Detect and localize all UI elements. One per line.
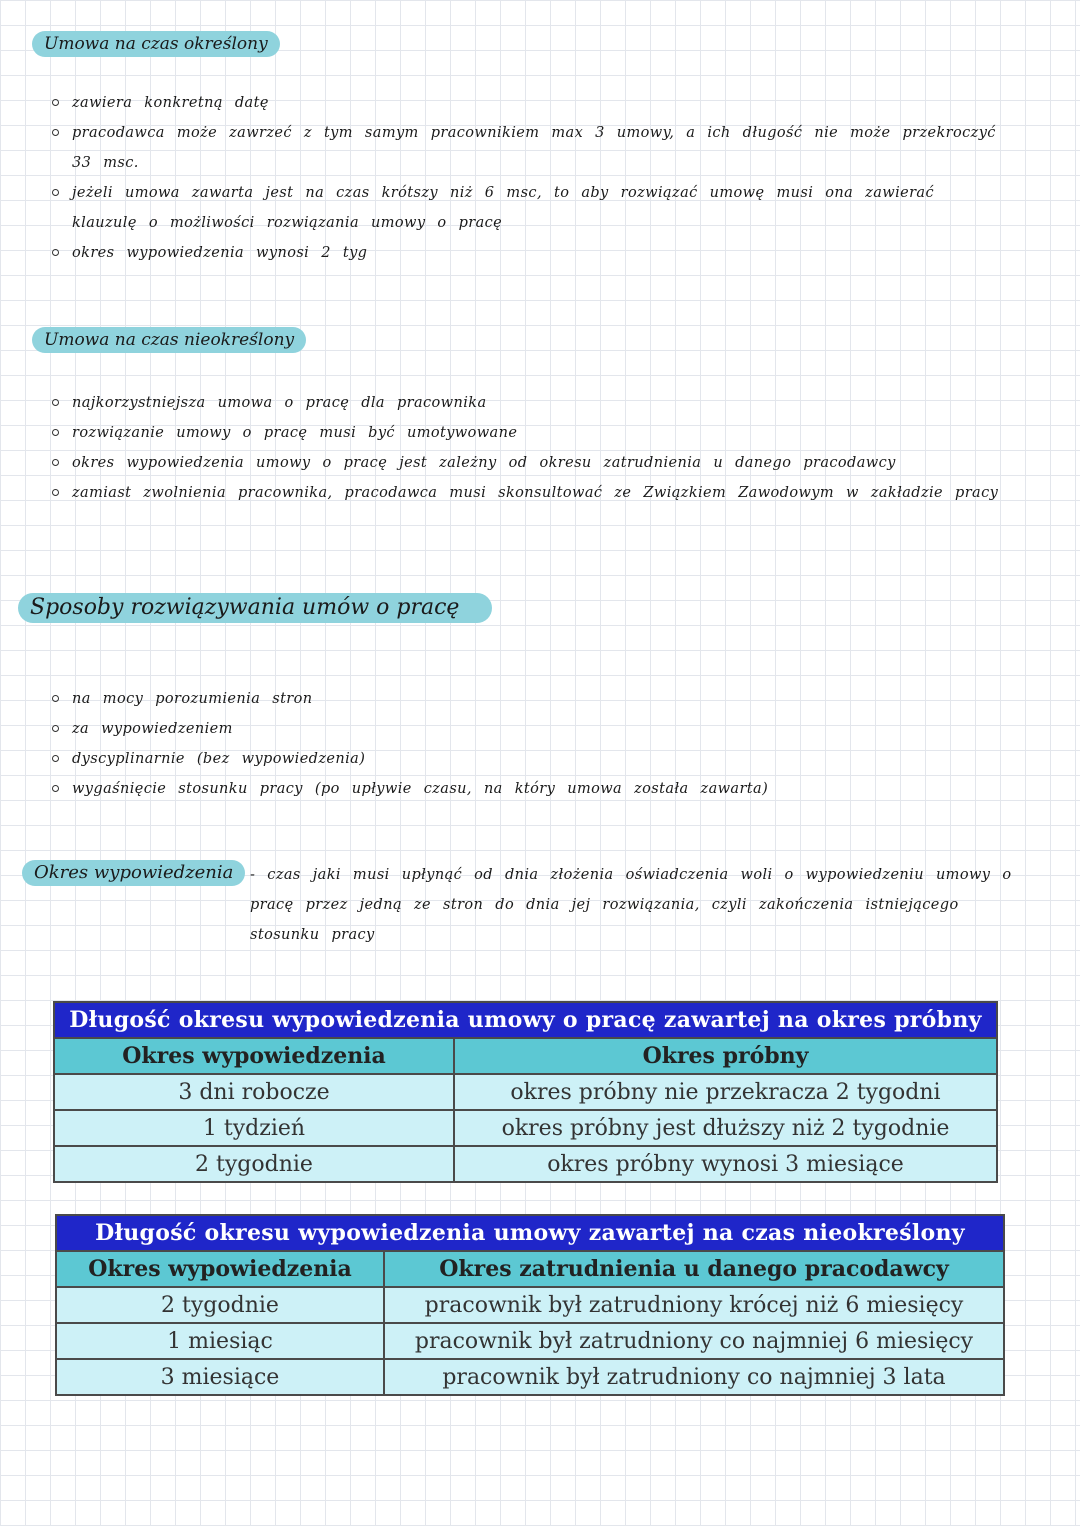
section-heading-termination-methods: Sposoby rozwiązywania umów o pracę xyxy=(18,593,492,623)
probation-notice-table xyxy=(53,1001,998,1183)
table-row xyxy=(56,1287,1004,1323)
list-item: na mocy porozumienia stron xyxy=(50,684,1010,714)
table-title: Długość okresu wypowiedzenia umowy zawartej na czas nieokreślony xyxy=(56,1215,1004,1251)
table-row xyxy=(54,1074,997,1110)
fixed-term-bullet-list xyxy=(50,88,1010,268)
table-cell: okres próbny nie przekracza 2 tygodni xyxy=(454,1074,997,1110)
indefinite-notice-table xyxy=(55,1214,1005,1396)
list-item: zamiast zwolnienia pracownika, pracodawca musi skonsultować ze Związkiem Zawodowym w zakładzie pracy xyxy=(50,478,1040,508)
column-header: Okres wypowiedzenia xyxy=(56,1251,384,1287)
table-cell: okres próbny wynosi 3 miesiące xyxy=(454,1146,997,1182)
table-row xyxy=(54,1110,997,1146)
list-item: pracodawca może zawrzeć z tym samym pracownikiem max 3 umowy, a ich długość nie może przekroczyć 33 msc. xyxy=(50,118,1010,178)
table-title: Długość okresu wypowiedzenia umowy o pracę zawartej na okres próbny xyxy=(54,1002,997,1038)
table-cell: 3 miesiące xyxy=(56,1359,384,1395)
list-item: wygaśnięcie stosunku pracy (po upływie czasu, na który umowa została zawarta) xyxy=(50,774,1010,804)
table-row xyxy=(54,1146,997,1182)
list-item: jeżeli umowa zawarta jest na czas krótszy niż 6 msc, to aby rozwiązać umowę musi ona zawierać klauzulę o możliwości rozwiązania umowy o pracę xyxy=(50,178,1010,238)
section-heading-indefinite: Umowa na czas nieokreślony xyxy=(32,327,306,353)
list-item: okres wypowiedzenia umowy o pracę jest zależny od okresu zatrudnienia u danego pracodawcy xyxy=(50,448,1040,478)
list-item: zawiera konkretną datę xyxy=(50,88,1010,118)
table-row xyxy=(56,1359,1004,1395)
column-header: Okres próbny xyxy=(454,1038,997,1074)
indefinite-bullet-list xyxy=(50,388,1040,508)
list-item: dyscyplinarnie (bez wypowiedzenia) xyxy=(50,744,1010,774)
table-cell: 2 tygodnie xyxy=(54,1146,454,1182)
table-cell: pracownik był zatrudniony co najmniej 3 lata xyxy=(384,1359,1004,1395)
table-cell: 1 miesiąc xyxy=(56,1323,384,1359)
list-item: najkorzystniejsza umowa o pracę dla pracownika xyxy=(50,388,1040,418)
table-cell: okres próbny jest dłuższy niż 2 tygodnie xyxy=(454,1110,997,1146)
list-item: za wypowiedzeniem xyxy=(50,714,1010,744)
table-cell: pracownik był zatrudniony krócej niż 6 miesięcy xyxy=(384,1287,1004,1323)
table-cell: 3 dni robocze xyxy=(54,1074,454,1110)
table-cell: 2 tygodnie xyxy=(56,1287,384,1323)
list-item: rozwiązanie umowy o pracę musi być umotywowane xyxy=(50,418,1040,448)
column-header: Okres zatrudnienia u danego pracodawcy xyxy=(384,1251,1004,1287)
table-cell: 1 tydzień xyxy=(54,1110,454,1146)
table-cell: pracownik był zatrudniony co najmniej 6 miesięcy xyxy=(384,1323,1004,1359)
notice-period-definition: - czas jaki musi upłynąć od dnia złożenia oświadczenia woli o wypowiedzeniu umowy o pracę przez jedną ze stron do dnia jej rozwiązania, czyli zakończenia istniejącego stosunku pracy xyxy=(250,867,1012,943)
section-heading-fixed-term: Umowa na czas określony xyxy=(32,31,280,57)
list-item: okres wypowiedzenia wynosi 2 tyg xyxy=(50,238,1010,268)
column-header: Okres wypowiedzenia xyxy=(54,1038,454,1074)
section-heading-notice-period: Okres wypowiedzenia xyxy=(22,860,245,886)
termination-methods-bullet-list xyxy=(50,684,1010,804)
table-row xyxy=(56,1323,1004,1359)
